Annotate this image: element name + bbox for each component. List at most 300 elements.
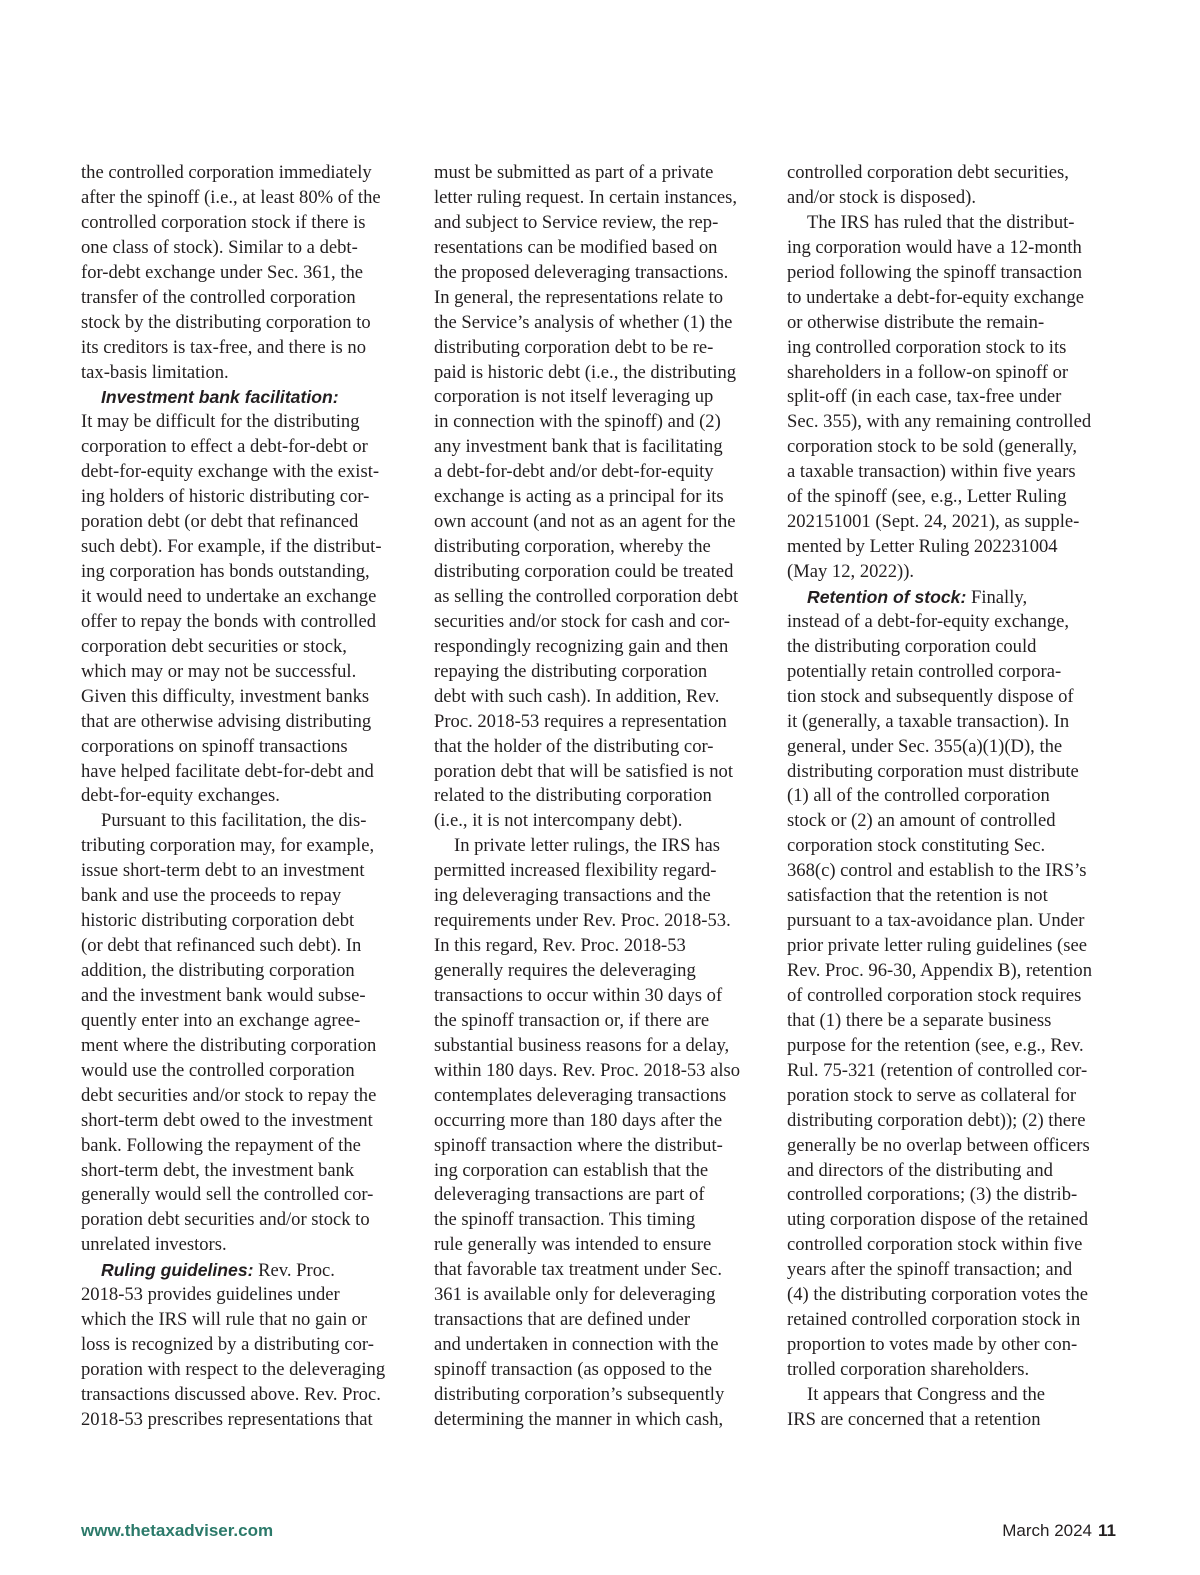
text-line xyxy=(81,1009,385,1034)
line-text: a taxable transaction) within five years xyxy=(787,461,1076,483)
text-line xyxy=(81,1183,385,1208)
text-line xyxy=(81,1034,385,1059)
line-text: addition, the distributing corporation xyxy=(81,960,355,981)
text-line xyxy=(434,510,740,535)
line-text: split-off (in each case, tax-free under xyxy=(787,386,1062,408)
text-line xyxy=(787,186,1092,211)
text-line xyxy=(81,261,385,286)
text-line xyxy=(434,311,740,336)
text-line xyxy=(434,1134,740,1159)
line-text: that are otherwise advising distributing xyxy=(81,710,372,732)
line-text: debt with such cash). In addition, Rev. xyxy=(434,685,720,707)
text-line xyxy=(434,1283,740,1308)
line-text: It may be difficult for the distributing xyxy=(81,411,360,433)
text-line xyxy=(434,1358,740,1383)
line-text: poration stock to serve as collateral for xyxy=(787,1084,1077,1106)
line-text: ing controlled corporation stock to its xyxy=(787,336,1067,358)
text-line xyxy=(787,261,1092,286)
text-line xyxy=(81,1283,385,1308)
text-line xyxy=(81,336,385,361)
line-text: generally be no overlap between officers xyxy=(787,1134,1090,1156)
text-line xyxy=(787,1408,1092,1433)
text-line xyxy=(787,161,1092,186)
line-text: (4) the distributing corporation votes the xyxy=(787,1284,1089,1306)
text-line xyxy=(434,735,740,760)
text-line xyxy=(81,1408,385,1433)
text-line xyxy=(81,161,385,186)
line-text: distributing corporation must distribute xyxy=(787,760,1079,782)
line-text: unrelated investors. xyxy=(81,1234,227,1256)
line-text: tributing corporation may, for example, xyxy=(81,835,375,857)
text-line xyxy=(434,909,740,934)
text-line xyxy=(81,585,385,610)
line-text: Finally, xyxy=(966,586,1028,608)
text-line xyxy=(81,884,385,909)
line-text: within 180 days. Rev. Proc. 2018-53 also xyxy=(434,1059,741,1081)
line-text: for-debt exchange under Sec. 361, the xyxy=(81,261,364,283)
line-text: controlled corporation debt securities, xyxy=(787,162,1069,183)
text-line xyxy=(434,660,740,685)
text-line xyxy=(787,760,1092,785)
text-line xyxy=(787,410,1092,435)
line-text: contemplates deleveraging transactions xyxy=(434,1084,727,1106)
line-text: trolled corporation shareholders. xyxy=(787,1359,1030,1380)
text-line xyxy=(787,336,1092,361)
line-text: ing corporation would have a 12-month xyxy=(787,236,1082,258)
footer-issue: March 2024 xyxy=(1002,1521,1093,1540)
line-text: ing corporation can establish that the xyxy=(434,1159,709,1181)
text-line xyxy=(787,1059,1092,1084)
line-text: debt securities and/or stock to repay the xyxy=(81,1084,377,1106)
text-line xyxy=(787,934,1092,959)
line-text: substantial business reasons for a delay, xyxy=(434,1034,730,1056)
text-line xyxy=(81,1159,385,1184)
text-line xyxy=(787,635,1092,660)
section-heading: Retention of stock: xyxy=(807,586,967,607)
line-text: controlled corporation stock if there is xyxy=(81,211,366,233)
text-line xyxy=(787,1034,1092,1059)
line-text: such debt). For example, if the distribut- xyxy=(81,536,382,558)
text-line xyxy=(787,435,1092,460)
text-line xyxy=(787,1233,1092,1258)
text-line xyxy=(81,809,385,834)
line-text: and the investment bank would subse- xyxy=(81,984,366,1006)
line-text: and directors of the distributing and xyxy=(787,1159,1053,1181)
line-text: instead of a debt-for-equity exchange, xyxy=(787,610,1070,632)
text-line xyxy=(81,635,385,660)
line-text: In this regard, Rev. Proc. 2018-53 xyxy=(434,935,686,957)
line-text: the spinoff transaction. This timing xyxy=(434,1209,696,1231)
text-line xyxy=(787,909,1092,934)
line-text: generally would sell the controlled cor- xyxy=(81,1184,374,1206)
line-text: transfer of the controlled corporation xyxy=(81,286,356,308)
line-text: ing deleveraging transactions and the xyxy=(434,885,711,907)
line-text: corporation debt securities or stock, xyxy=(81,635,347,657)
text-line xyxy=(434,336,740,361)
line-text: 2018-53 provides guidelines under xyxy=(81,1284,340,1306)
line-text: prior private letter ruling guidelines (see xyxy=(787,935,1087,957)
line-text: determining the manner in which cash, xyxy=(434,1408,724,1430)
line-text: distributing corporation debt)); (2) there xyxy=(787,1109,1086,1131)
line-text: it would need to undertake an exchange xyxy=(81,585,377,607)
section-heading: Investment bank facilitation: xyxy=(101,387,339,408)
text-line xyxy=(787,361,1092,386)
line-text: general, under Sec. 355(a)(1)(D), the xyxy=(787,735,1063,757)
line-text: historic distributing corporation debt xyxy=(81,910,355,932)
line-text: (or debt that refinanced such debt). In xyxy=(81,935,362,957)
line-text: letter ruling request. In certain instances, xyxy=(434,186,738,208)
text-line xyxy=(787,959,1092,984)
text-line xyxy=(787,286,1092,311)
line-text: proportion to votes made by other con- xyxy=(787,1334,1078,1356)
text-line xyxy=(434,1258,740,1283)
line-text: transactions that are defined under xyxy=(434,1309,691,1331)
text-line xyxy=(787,1308,1092,1333)
text-line xyxy=(787,585,1092,610)
line-text: Pursuant to this facilitation, the dis- xyxy=(101,810,367,832)
text-line xyxy=(787,535,1092,560)
line-text: and subject to Service review, the rep- xyxy=(434,211,719,233)
text-line xyxy=(787,809,1092,834)
text-line xyxy=(434,685,740,710)
text-line xyxy=(81,186,385,211)
line-text: the distributing corporation could xyxy=(787,635,1037,657)
text-line xyxy=(787,610,1092,635)
text-line xyxy=(434,1208,740,1233)
text-line xyxy=(434,1408,740,1433)
line-text: corporation to effect a debt-for-debt or xyxy=(81,436,368,458)
text-line xyxy=(787,311,1092,336)
line-text: that the holder of the distributing cor- xyxy=(434,735,714,757)
text-line xyxy=(434,1183,740,1208)
text-line xyxy=(81,909,385,934)
line-text: It appears that Congress and the xyxy=(807,1383,1046,1405)
line-text: tion stock and subsequently dispose of xyxy=(787,685,1074,707)
line-text: transactions to occur within 30 days of xyxy=(434,984,723,1006)
text-line xyxy=(81,660,385,685)
line-text: IRS are concerned that a retention xyxy=(787,1408,1041,1430)
line-text: and/or stock is disposed). xyxy=(787,186,977,208)
text-line xyxy=(81,361,385,386)
text-line xyxy=(787,884,1092,909)
text-line xyxy=(434,984,740,1009)
line-text: spinoff transaction (as opposed to the xyxy=(434,1359,712,1380)
line-text: Rev. Proc. 96-30, Appendix B), retention xyxy=(787,960,1093,981)
text-line xyxy=(81,385,385,410)
text-line xyxy=(434,410,740,435)
text-line xyxy=(434,286,740,311)
text-line xyxy=(81,236,385,261)
line-text: a debt-for-debt and/or debt-for-equity xyxy=(434,461,714,483)
line-text: to undertake a debt-for-equity exchange xyxy=(787,286,1084,308)
line-text: years after the spinoff transaction; and xyxy=(787,1259,1073,1281)
text-line xyxy=(434,435,740,460)
line-text: own account (and not as an agent for the xyxy=(434,511,736,533)
line-text: short-term debt, the investment bank xyxy=(81,1159,355,1181)
line-text: 361 is available only for deleveraging xyxy=(434,1284,716,1306)
line-text: that (1) there be a separate business xyxy=(787,1009,1052,1031)
text-line xyxy=(434,760,740,785)
line-text: generally requires the deleveraging xyxy=(434,960,696,981)
line-text: pursuant to a tax-avoidance plan. Under xyxy=(787,910,1085,932)
line-text: uting corporation dispose of the retained xyxy=(787,1209,1089,1231)
text-line xyxy=(81,934,385,959)
line-text: the spinoff transaction or, if there are xyxy=(434,1009,710,1031)
text-line xyxy=(434,236,740,261)
text-line xyxy=(434,784,740,809)
line-text: exchange is acting as a principal for its xyxy=(434,486,724,508)
line-text: bank and use the proceeds to repay xyxy=(81,885,342,907)
text-line xyxy=(787,1208,1092,1233)
line-text: permitted increased flexibility regard- xyxy=(434,860,717,882)
line-text: after the spinoff (i.e., at least 80% of the xyxy=(81,186,381,208)
text-line xyxy=(81,410,385,435)
text-line xyxy=(787,1383,1092,1408)
text-line xyxy=(434,261,740,286)
line-text: as selling the controlled corporation debt xyxy=(434,585,739,607)
line-text: it (generally, a taxable transaction). In xyxy=(787,710,1070,732)
text-line xyxy=(434,710,740,735)
text-line xyxy=(434,1383,740,1408)
text-line xyxy=(787,1258,1092,1283)
section-heading: Ruling guidelines: xyxy=(101,1260,254,1281)
text-line xyxy=(434,1159,740,1184)
line-text: satisfaction that the retention is not xyxy=(787,885,1048,907)
text-line xyxy=(787,1134,1092,1159)
line-text: period following the spinoff transaction xyxy=(787,261,1083,283)
text-line xyxy=(434,361,740,386)
text-line xyxy=(787,984,1092,1009)
text-line xyxy=(787,1084,1092,1109)
line-text: stock by the distributing corporation to xyxy=(81,311,371,333)
line-text: corporation is not itself leveraging up xyxy=(434,386,714,408)
text-line xyxy=(434,1084,740,1109)
text-line xyxy=(81,1383,385,1408)
line-text: 202151001 (Sept. 24, 2021), as supple- xyxy=(787,511,1080,533)
text-line xyxy=(787,1283,1092,1308)
text-line xyxy=(81,1308,385,1333)
line-text: Sec. 355), with any remaining controlled xyxy=(787,411,1092,433)
line-text: of controlled corporation stock requires xyxy=(787,984,1082,1006)
line-text: and undertaken in connection with the xyxy=(434,1334,719,1356)
text-line xyxy=(434,834,740,859)
line-text: the controlled corporation immediately xyxy=(81,162,372,183)
line-text: (May 12, 2022)). xyxy=(787,561,915,582)
footer-url[interactable]: www.thetaxadviser.com xyxy=(81,1521,274,1540)
text-line xyxy=(81,760,385,785)
line-text: potentially retain controlled corpora- xyxy=(787,660,1062,682)
text-line xyxy=(81,560,385,585)
line-text: 368(c) control and establish to the IRS’s xyxy=(787,860,1087,882)
text-line xyxy=(787,660,1092,685)
text-line xyxy=(81,460,385,485)
text-line xyxy=(787,1183,1092,1208)
line-text: corporations on spinoff transactions xyxy=(81,735,348,757)
text-line xyxy=(81,1059,385,1084)
line-text: controlled corporations; (3) the distrib- xyxy=(787,1184,1078,1206)
text-line xyxy=(434,635,740,660)
line-text: have helped facilitate debt-for-debt and xyxy=(81,760,374,782)
text-line xyxy=(434,859,740,884)
text-line xyxy=(81,685,385,710)
line-text: respondingly recognizing gain and then xyxy=(434,635,729,657)
line-text: any investment bank that is facilitating xyxy=(434,436,723,458)
text-line xyxy=(434,1233,740,1258)
text-line xyxy=(434,934,740,959)
line-text: tax-basis limitation. xyxy=(81,361,229,383)
text-line xyxy=(81,784,385,809)
line-text: in connection with the spinoff) and (2) xyxy=(434,411,721,433)
line-text: that favorable tax treatment under Sec. xyxy=(434,1259,723,1281)
column-3 xyxy=(787,161,1092,1433)
line-text: distributing corporation, whereby the xyxy=(434,536,711,558)
text-line xyxy=(787,710,1092,735)
text-line xyxy=(81,510,385,535)
line-text: corporation stock to be sold (generally, xyxy=(787,436,1078,458)
line-text: shareholders in a follow-on spinoff or xyxy=(787,361,1069,383)
line-text: In general, the representations relate to xyxy=(434,286,724,308)
text-line xyxy=(434,1034,740,1059)
line-text: related to the distributing corporation xyxy=(434,785,712,807)
text-line xyxy=(787,834,1092,859)
line-text: distributing corporation could be treated xyxy=(434,561,734,582)
text-line xyxy=(787,211,1092,236)
text-line xyxy=(787,784,1092,809)
text-line xyxy=(787,385,1092,410)
text-line xyxy=(81,311,385,336)
line-text: poration debt securities and/or stock to xyxy=(81,1209,370,1231)
line-text: (i.e., it is not intercompany debt). xyxy=(434,810,683,832)
line-text: poration with respect to the deleveraging xyxy=(81,1359,386,1380)
line-text: deleveraging transactions are part of xyxy=(434,1184,705,1206)
line-text: of the spinoff (see, e.g., Letter Ruling xyxy=(787,486,1067,508)
text-line xyxy=(81,211,385,236)
text-line xyxy=(81,1333,385,1358)
text-line xyxy=(434,959,740,984)
text-line xyxy=(787,1333,1092,1358)
text-line xyxy=(787,236,1092,261)
text-line xyxy=(434,1333,740,1358)
column-2 xyxy=(434,161,740,1433)
text-line xyxy=(81,1233,385,1258)
text-line xyxy=(434,485,740,510)
line-text: which the IRS will rule that no gain or xyxy=(81,1309,368,1331)
text-line xyxy=(434,1308,740,1333)
text-line xyxy=(787,1109,1092,1134)
text-line xyxy=(434,161,740,186)
line-text: which may or may not be successful. xyxy=(81,660,357,682)
line-text: ing corporation has bonds outstanding, xyxy=(81,561,370,582)
line-text: requirements under Rev. Proc. 2018-53. xyxy=(434,910,731,932)
line-text: the Service’s analysis of whether (1) the xyxy=(434,311,733,333)
text-line xyxy=(434,1109,740,1134)
text-line xyxy=(81,610,385,635)
line-text: mented by Letter Ruling 202231004 xyxy=(787,536,1058,558)
line-text: debt-for-equity exchanges. xyxy=(81,785,280,807)
text-line xyxy=(81,984,385,1009)
line-text: ing holders of historic distributing cor- xyxy=(81,486,370,508)
line-text: quently enter into an exchange agree- xyxy=(81,1009,361,1031)
text-line xyxy=(81,286,385,311)
text-line xyxy=(787,859,1092,884)
line-text: poration debt (or debt that refinanced xyxy=(81,511,359,533)
line-text: securities and/or stock for cash and cor- xyxy=(434,610,730,632)
line-text: corporation stock constituting Sec. xyxy=(787,835,1046,857)
line-text: paid is historic debt (i.e., the distributing xyxy=(434,361,737,383)
line-text: bank. Following the repayment of the xyxy=(81,1134,361,1156)
text-line xyxy=(434,1059,740,1084)
line-text: retained controlled corporation stock in xyxy=(787,1309,1081,1331)
text-line xyxy=(434,560,740,585)
text-line xyxy=(787,560,1092,585)
line-text: controlled corporation stock within five xyxy=(787,1234,1083,1256)
text-line xyxy=(81,710,385,735)
column-1 xyxy=(81,161,385,1433)
line-text: spinoff transaction where the distribut- xyxy=(434,1134,723,1156)
text-line xyxy=(81,485,385,510)
line-text: the proposed deleveraging transactions. xyxy=(434,261,729,283)
text-line xyxy=(434,610,740,635)
line-text: short-term debt owed to the investment xyxy=(81,1109,373,1131)
line-text: Proc. 2018-53 requires a representation xyxy=(434,710,727,732)
text-line xyxy=(81,1084,385,1109)
text-line xyxy=(434,535,740,560)
text-line xyxy=(787,1159,1092,1184)
text-line xyxy=(434,1009,740,1034)
line-text: distributing corporation’s subsequently xyxy=(434,1383,725,1405)
line-text: loss is recognized by a distributing cor- xyxy=(81,1334,374,1356)
line-text: ment where the distributing corporation xyxy=(81,1034,377,1056)
line-text: or otherwise distribute the remain- xyxy=(787,311,1045,333)
text-line xyxy=(434,211,740,236)
line-text: transactions discussed above. Rev. Proc. xyxy=(81,1383,381,1405)
line-text: purpose for the retention (see, e.g., Rev. xyxy=(787,1034,1084,1056)
footer-page-number: 11 xyxy=(1098,1521,1116,1540)
line-text: (1) all of the controlled corporation xyxy=(787,785,1050,807)
text-line xyxy=(81,535,385,560)
line-text: its creditors is tax-free, and there is no xyxy=(81,336,367,358)
line-text: must be submitted as part of a private xyxy=(434,162,714,183)
line-text: resentations can be modified based on xyxy=(434,236,718,258)
text-line xyxy=(434,884,740,909)
line-text: issue short-term debt to an investment xyxy=(81,860,365,882)
text-line xyxy=(81,1258,385,1283)
text-line xyxy=(81,859,385,884)
line-text: stock or (2) an amount of controlled xyxy=(787,810,1056,832)
line-text: 2018-53 prescribes representations that xyxy=(81,1408,373,1430)
text-line xyxy=(81,1134,385,1159)
line-text: Given this difficulty, investment banks xyxy=(81,685,370,707)
text-line xyxy=(81,1358,385,1383)
text-line xyxy=(434,460,740,485)
line-text: one class of stock). Similar to a debt- xyxy=(81,236,358,258)
text-line xyxy=(787,735,1092,760)
line-text: The IRS has ruled that the distribut- xyxy=(807,211,1075,233)
text-line xyxy=(787,485,1092,510)
footer-issue-page xyxy=(1002,1521,1116,1541)
text-line xyxy=(81,435,385,460)
line-text: occurring more than 180 days after the xyxy=(434,1109,723,1131)
text-line xyxy=(434,585,740,610)
line-text: Rev. Proc. xyxy=(253,1260,335,1282)
line-text: repaying the distributing corporation xyxy=(434,660,708,682)
text-line xyxy=(81,959,385,984)
text-line xyxy=(434,809,740,834)
text-line xyxy=(434,385,740,410)
text-line xyxy=(787,685,1092,710)
line-text: would use the controlled corporation xyxy=(81,1059,355,1081)
line-text: offer to repay the bonds with controlled xyxy=(81,610,377,632)
